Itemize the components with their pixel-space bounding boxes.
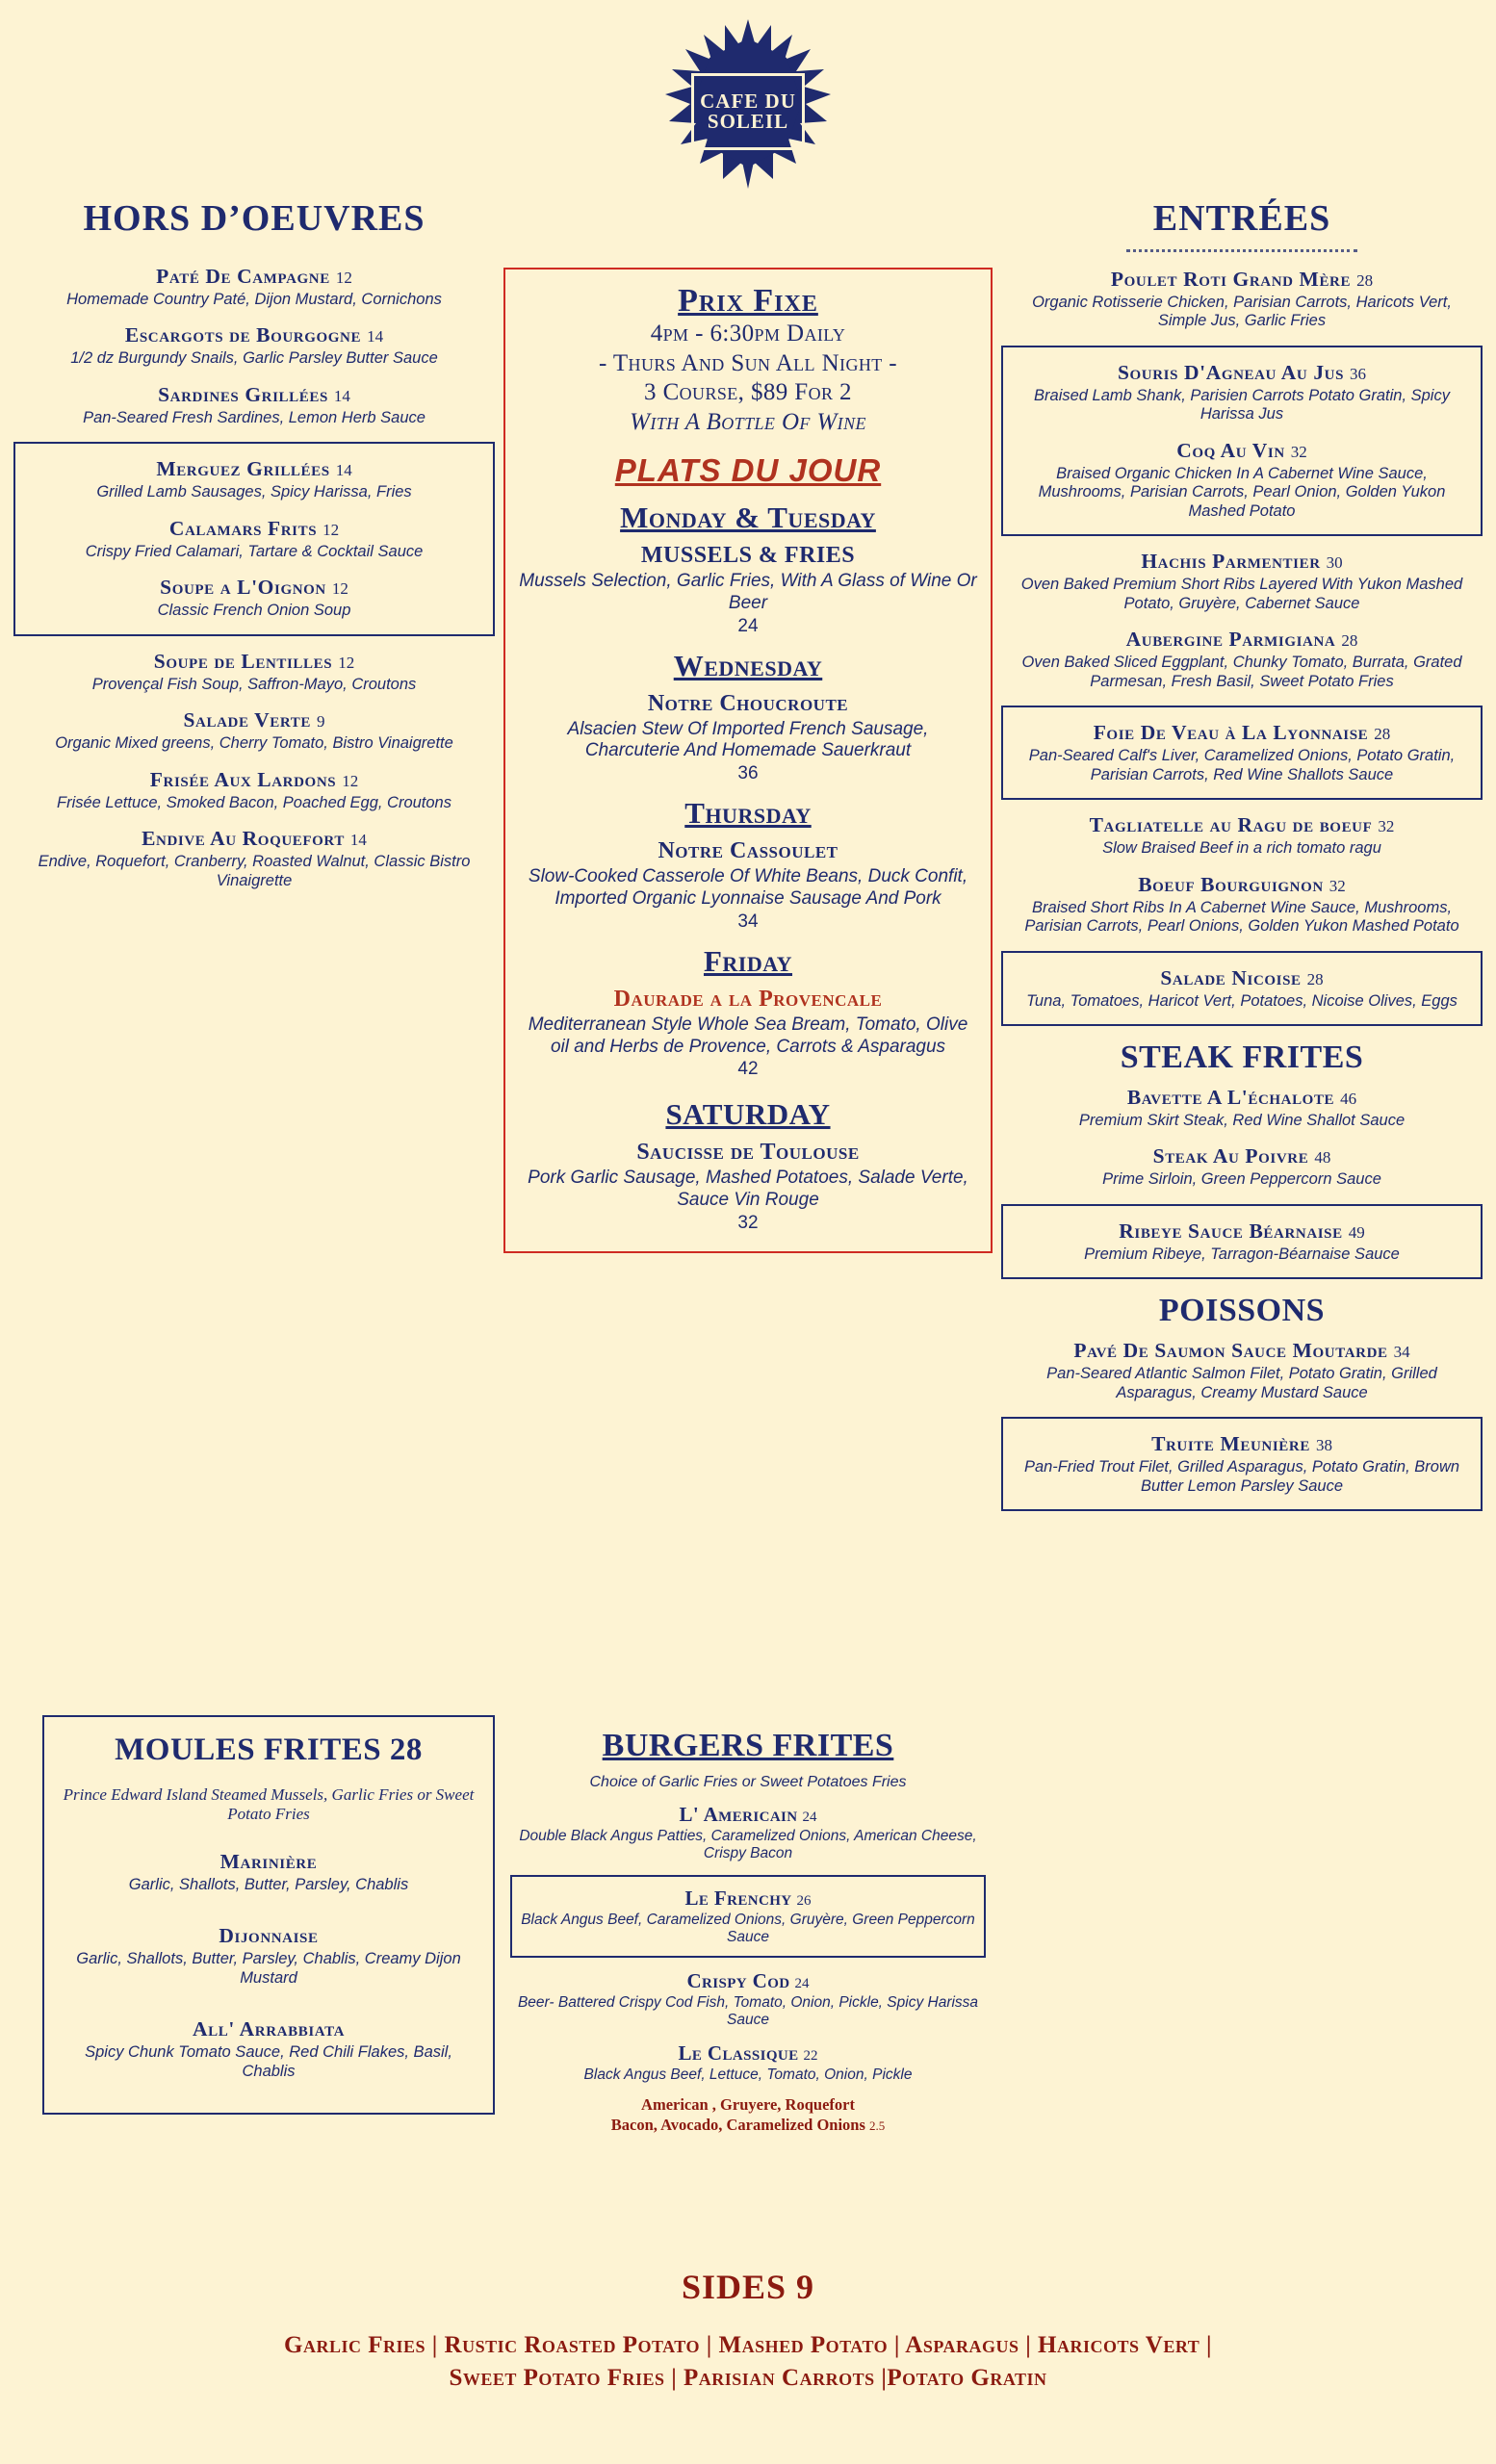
day-dish-price: 42: [737, 1059, 759, 1080]
item-description: 1/2 dz Burgundy Snails, Garlic Parsley Butter Sauce: [70, 349, 438, 368]
hors-doeuvres-column: [13, 197, 495, 905]
menu-item: [1011, 1219, 1473, 1264]
burgers-frites-section: [510, 1728, 986, 2135]
item-name: Salade Verte: [183, 708, 311, 732]
menu-item: [13, 265, 495, 309]
poissons-boxed-group: [1001, 1417, 1483, 1511]
item-name: Soupe a L'Oignon: [160, 576, 326, 600]
item-name: All' Arrabbiata: [192, 2017, 345, 2041]
moules-frites-subtitle: Prince Edward Island Steamed Mussels, Garlic Fries or Sweet Potato Fries: [63, 1785, 475, 1824]
day-dish-price: 36: [737, 763, 759, 784]
item-name: Soupe de Lentilles: [153, 649, 333, 673]
item-price: 14: [349, 831, 367, 850]
item-description: Black Angus Beef, Lettuce, Tomato, Onion, Pickle: [583, 2066, 913, 2083]
item-name: Coq Au Vin: [1176, 438, 1285, 462]
item-description: Oven Baked Premium Short Ribs Layered With Yukon Mashed Potato, Gruyère, Cabernet Sauce: [1020, 576, 1463, 612]
menu-item: [13, 383, 495, 427]
menu-item: [23, 576, 485, 620]
entrees-boxed-group-2: [1001, 706, 1483, 800]
sides-list: [0, 2329, 1496, 2395]
logo-text: [691, 73, 805, 150]
menu-item: [13, 827, 495, 890]
item-price: 24: [794, 1976, 810, 1992]
item-description: Oven Baked Sliced Eggplant, Chunky Tomato, Burrata, Grated Parmesan, Fresh Basil, Sweet Potato Fries: [1021, 654, 1462, 690]
day-dish-price: 32: [737, 1212, 759, 1233]
menu-item: [13, 768, 495, 812]
steak-frites-heading: STEAK FRITES: [1120, 1039, 1364, 1075]
item-description: Grilled Lamb Sausages, Spicy Harissa, Fries: [96, 483, 412, 501]
sides-line-2: Sweet Potato Fries | Parisian Carrots |Potato Gratin: [449, 2364, 1047, 2391]
item-description: Provençal Fish Soup, Saffron-Mayo, Croutons: [91, 675, 417, 693]
day-heading: Friday: [703, 943, 793, 978]
menu-item: [518, 1886, 978, 1947]
menu-item: [1001, 268, 1483, 331]
item-name: Merguez Grillées: [156, 457, 330, 481]
item-price: 30: [1326, 553, 1343, 573]
item-name: Dijonnaise: [219, 1924, 319, 1948]
item-description: Premium Ribeye, Tarragon-Béarnaise Sauce: [1084, 1245, 1400, 1263]
item-description: Prime Sirloin, Green Peppercorn Sauce: [1102, 1170, 1381, 1189]
item-description: Premium Skirt Steak, Red Wine Shallot Sauce: [1078, 1111, 1406, 1129]
item-name: Bavette A L'échalote: [1126, 1085, 1335, 1109]
item-price: 14: [335, 461, 352, 480]
item-description: Frisée Lettuce, Smoked Bacon, Poached Egg, Croutons: [57, 793, 451, 811]
prix-fixe-title: Prix Fixe: [678, 283, 818, 319]
menu-item: [1001, 873, 1483, 937]
item-price: 28: [1341, 631, 1358, 651]
hors-doeuvres-list-top: [13, 265, 495, 427]
menu-item: [1001, 1339, 1483, 1402]
prix-fixe-box: [503, 268, 993, 1253]
menu-item: [1011, 1432, 1473, 1496]
moules-frites-heading: MOULES FRITES 28: [115, 1732, 423, 1767]
day-heading: SATURDAY: [665, 1097, 831, 1132]
day-dish-name: Notre Cassoulet: [658, 838, 838, 864]
menu-item: [1011, 439, 1473, 521]
item-name: Poulet Roti Grand Mère: [1110, 268, 1352, 291]
prix-fixe-column: [503, 268, 993, 1253]
day-dish-name: MUSSELS & FRIES: [640, 543, 856, 568]
moules-frites-section: [42, 1715, 495, 2115]
plats-du-jour-heading: PLATS DU JOUR: [614, 452, 882, 488]
item-name: Paté De Campagne: [156, 265, 330, 288]
item-price: 32: [1290, 442, 1307, 461]
menu-item: [13, 708, 495, 753]
item-price: 12: [338, 653, 355, 672]
day-dish-description: Slow-Cooked Casserole Of White Beans, Duck Confit, Imported Organic Lyonnaise Sausage And Pork: [528, 866, 968, 909]
addons-line-2: Bacon, Avocado, Caramelized Onions: [610, 2115, 865, 2134]
menu-item: [13, 650, 495, 694]
item-name: Souris D'Agneau Au Jus: [1117, 360, 1345, 384]
item-description: Homemade Country Paté, Dijon Mustard, Cornichons: [66, 291, 442, 308]
hors-doeuvres-boxed-group: [13, 442, 495, 635]
day-dish-name: Notre Choucroute: [647, 690, 849, 716]
item-name: Hachis Parmentier: [1141, 550, 1321, 574]
item-price: 28: [1356, 271, 1374, 290]
item-price: 24: [802, 1810, 817, 1825]
day-dish-description: Mussels Selection, Garlic Fries, With A Glass of Wine Or Beer: [519, 571, 977, 613]
item-name: Ribeye Sauce Béarnaise: [1119, 1219, 1343, 1243]
prix-fixe-line-3: 3 Course, $89 For 2: [644, 379, 852, 405]
item-price: 36: [1350, 364, 1367, 383]
menu-item: [56, 2017, 481, 2081]
item-price: 9: [317, 712, 325, 732]
item-description: Pan-Seared Calf's Liver, Caramelized Onions, Potato Gratin, Parisian Carrots, Red Wine Shallots Sauce: [1028, 747, 1456, 783]
menu-item: [1001, 813, 1483, 858]
hors-doeuvres-list-rest: [13, 650, 495, 890]
item-name: Steak Au Poivre: [1152, 1144, 1309, 1168]
item-price: 12: [322, 520, 340, 539]
item-description: Slow Braised Beef in a rich tomato ragu: [1102, 839, 1381, 858]
menu-item: [13, 323, 495, 368]
item-description: Tuna, Tomatoes, Haricot Vert, Potatoes, Nicoise Olives, Eggs: [1026, 991, 1457, 1010]
entrees-column: [1001, 197, 1483, 1525]
item-description: Organic Mixed greens, Cherry Tomato, Bistro Vinaigrette: [55, 734, 453, 753]
burgers-frites-heading: BURGERS FRITES: [602, 1728, 894, 1763]
addons-price: 2.5: [869, 2118, 886, 2133]
item-name: Boeuf Bourguignon: [1138, 872, 1324, 896]
prix-fixe-line-4: With A Bottle Of Wine: [630, 408, 866, 435]
sides-heading: SIDES 9: [681, 2268, 815, 2306]
item-description: Beer- Battered Crispy Cod Fish, Tomato, Onion, Pickle, Spicy Harissa Sauce: [517, 1994, 979, 2029]
item-description: Double Black Angus Patties, Caramelized Onions, American Cheese, Crispy Bacon: [519, 1828, 977, 1862]
plats-day-block: [519, 500, 977, 637]
item-name: Sardines Grillées: [158, 382, 328, 406]
item-price: 49: [1348, 1222, 1365, 1242]
menu-item: [510, 2041, 986, 2084]
menu-item: [23, 517, 485, 561]
item-description: Garlic, Shallots, Butter, Parsley, Chablis: [128, 1875, 409, 1893]
item-description: Black Angus Beef, Caramelized Onions, Gruyère, Green Peppercorn Sauce: [521, 1911, 975, 1945]
item-price: 22: [803, 2047, 818, 2064]
item-description: Crispy Fried Calamari, Tartare & Cocktail Sauce: [85, 542, 424, 560]
entrees-heading: ENTRÉES: [1152, 198, 1331, 239]
item-price: 14: [367, 327, 384, 346]
plats-day-block: [519, 649, 977, 785]
item-price: 12: [335, 269, 352, 287]
item-price: 32: [1328, 876, 1346, 895]
menu-item: [1001, 1144, 1483, 1189]
item-description: Endive, Roquefort, Cranberry, Roasted Walnut, Classic Bistro Vinaigrette: [38, 853, 471, 889]
item-description: Garlic, Shallots, Butter, Parsley, Chablis, Creamy Dijon Mustard: [76, 1950, 461, 1987]
item-name: Truite Meunière: [1151, 1432, 1310, 1456]
hors-doeuvres-heading: HORS D’OEUVRES: [83, 198, 426, 239]
restaurant-logo: [642, 17, 854, 205]
day-dish-description: Mediterranean Style Whole Sea Bream, Tomato, Olive oil and Herbs de Provence, Carrots & Asparagus: [528, 1014, 968, 1057]
day-dish-description: Pork Garlic Sausage, Mashed Potatoes, Salade Verte, Sauce Vin Rouge: [528, 1168, 968, 1211]
item-name: Calamars Frits: [168, 516, 318, 540]
menu-item: [1011, 361, 1473, 424]
menu-item: [23, 457, 485, 501]
item-name: Tagliatelle au Ragu de boeuf: [1089, 813, 1373, 837]
menu-item: [510, 1969, 986, 2030]
day-dish-name: Daurade a la Provencale: [613, 986, 883, 1012]
item-price: 28: [1306, 969, 1324, 988]
menu-item: [510, 1803, 986, 1863]
item-description: Pan-Fried Trout Filet, Grilled Asparagus, Potato Gratin, Brown Butter Lemon Parsley Sauce: [1023, 1458, 1460, 1495]
item-price: 34: [1393, 1343, 1410, 1362]
item-price: 32: [1378, 817, 1395, 836]
prix-fixe-line-1: 4pm - 6:30pm Daily: [650, 321, 846, 346]
item-description: Spicy Chunk Tomato Sauce, Red Chili Flakes, Basil, Chablis: [85, 2043, 452, 2080]
item-price: 28: [1374, 725, 1391, 744]
item-description: Pan-Seared Fresh Sardines, Lemon Herb Sauce: [83, 408, 426, 426]
item-name: Marinière: [219, 1849, 318, 1873]
item-name: Le Classique: [678, 2040, 799, 2065]
burgers-boxed-group: [510, 1875, 986, 1959]
divider: [1126, 249, 1357, 252]
steak-frites-boxed-group: [1001, 1204, 1483, 1279]
item-description: Braised Short Ribs In A Cabernet Wine Sauce, Mushrooms, Parisian Carrots, Pearl Onions, Golden Yukon Mashed Potato: [1024, 898, 1459, 936]
item-description: Pan-Seared Atlantic Salmon Filet, Potato Gratin, Grilled Asparagus, Creamy Mustard Sauce: [1046, 1365, 1437, 1401]
item-price: 38: [1315, 1436, 1332, 1455]
item-name: Le Frenchy: [684, 1886, 792, 1910]
poissons-heading: POISSONS: [1158, 1293, 1326, 1329]
menu-item: [56, 1924, 481, 1988]
item-name: L' Americain: [679, 1803, 798, 1826]
item-name: Frisée Aux Lardons: [149, 767, 337, 791]
burgers-note: Choice of Garlic Fries or Sweet Potatoes Fries: [589, 1774, 907, 1790]
item-name: Escargots de Bourgogne: [124, 323, 362, 347]
item-price: 48: [1314, 1148, 1331, 1168]
entrees-boxed-group-1: [1001, 346, 1483, 536]
plats-day-block: [519, 796, 977, 933]
menu-item: [1011, 966, 1473, 1011]
menu-item: [1001, 628, 1483, 691]
plats-day-block: [519, 1097, 977, 1234]
item-name: Pavé De Saumon Sauce Moutarde: [1073, 1339, 1388, 1363]
item-price: 46: [1340, 1089, 1357, 1108]
prix-fixe-line-2: - Thurs And Sun All Night -: [598, 349, 898, 376]
burger-addons: [510, 2095, 986, 2135]
plats-day-block: [519, 944, 977, 1081]
logo-line-2: SOLEIL: [707, 109, 789, 133]
day-dish-price: 34: [737, 911, 759, 932]
day-dish-description: Alsacien Stew Of Imported French Sausage, Charcuterie And Homemade Sauerkraut: [567, 718, 929, 761]
item-name: Foie De Veau à La Lyonnaise: [1093, 721, 1369, 745]
item-description: Braised Organic Chicken In A Cabernet Wine Sauce, Mushrooms, Parisian Carrots, Pearl Onion, Golden Yukon Mashed Potato: [1038, 464, 1446, 520]
item-name: Aubergine Parmigiana: [1125, 628, 1336, 652]
item-price: 12: [331, 579, 348, 599]
item-description: Organic Rotisserie Chicken, Parisian Carrots, Haricots Vert, Simple Jus, Garlic Fries: [1032, 294, 1452, 330]
item-name: Salade Nicoise: [1160, 965, 1302, 989]
entrees-boxed-group-3: [1001, 951, 1483, 1026]
item-description: Braised Lamb Shank, Parisien Carrots Potato Gratin, Spicy Harissa Jus: [1034, 386, 1450, 424]
item-price: 12: [342, 771, 359, 790]
item-price: 14: [333, 386, 350, 405]
menu-item: [1001, 550, 1483, 613]
day-heading: Monday & Tuesday: [620, 500, 876, 534]
item-description: Classic French Onion Soup: [157, 602, 351, 620]
day-dish-price: 24: [737, 615, 759, 636]
item-name: Endive Au Roquefort: [142, 827, 345, 851]
sides-line-1: Garlic Fries | Rustic Roasted Potato | Mashed Potato | Asparagus | Haricots Vert |: [284, 2332, 1212, 2358]
menu-item: [56, 1850, 481, 1894]
day-heading: Wednesday: [673, 648, 823, 682]
item-price: 26: [796, 1892, 812, 1909]
day-dish-name: Saucisse de Toulouse: [636, 1140, 860, 1166]
day-heading: Thursday: [684, 796, 812, 831]
addons-line-1: American , Gruyere, Roquefort: [641, 2094, 855, 2114]
menu-item: [1011, 721, 1473, 784]
logo-line-1: CAFE DU: [700, 89, 796, 113]
item-name: Crispy Cod: [686, 1969, 790, 1993]
menu-item: [1001, 1086, 1483, 1130]
